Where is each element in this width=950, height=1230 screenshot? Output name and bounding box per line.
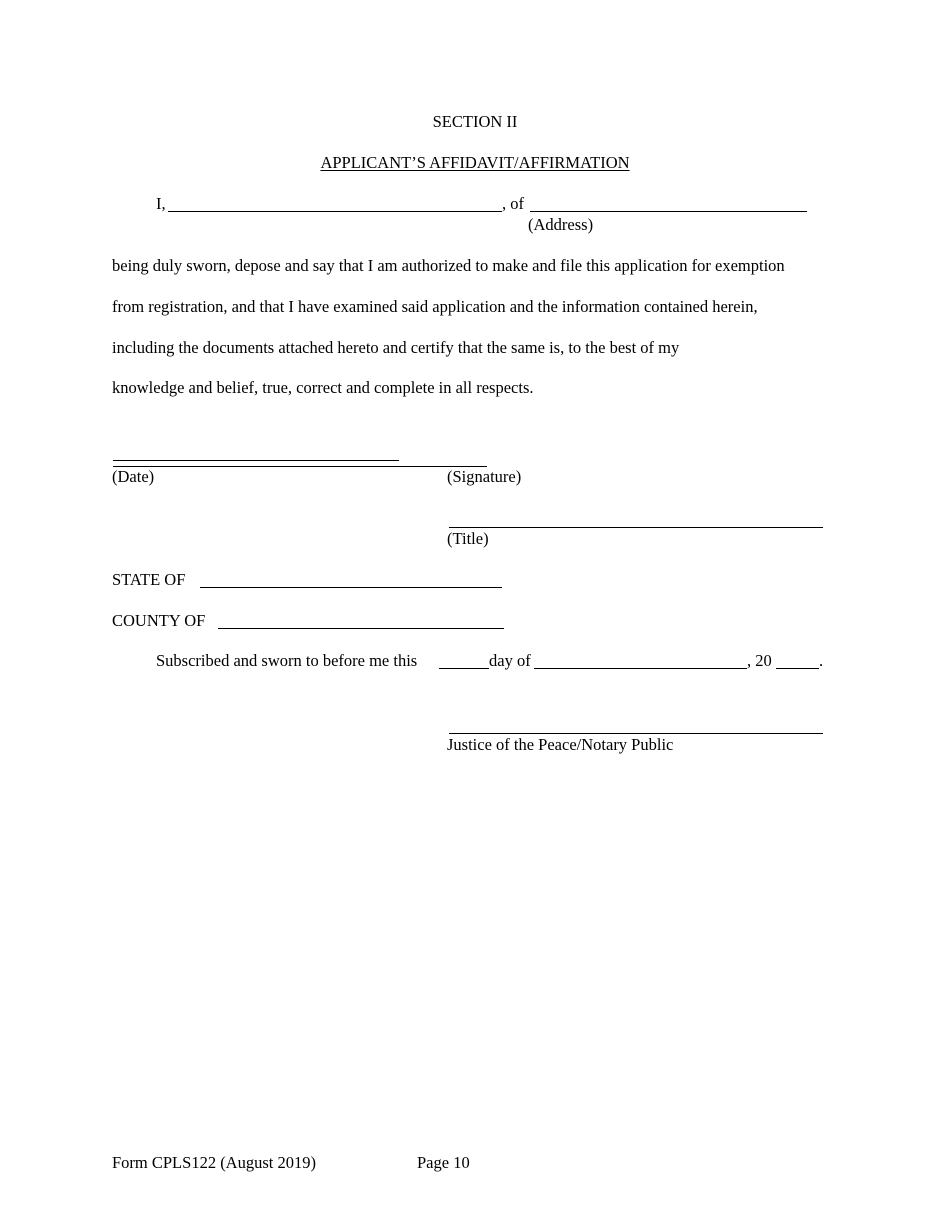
- affidavit-title: APPLICANT’S AFFIDAVIT/AFFIRMATION: [320, 153, 630, 172]
- state-label: STATE OF: [112, 570, 186, 589]
- title-field[interactable]: [449, 527, 823, 528]
- month-field[interactable]: [534, 668, 747, 669]
- body-line: being duly sworn, depose and say that I am authorized to make and file this application for exemption: [112, 256, 785, 275]
- date-field[interactable]: [113, 460, 399, 461]
- period: .: [819, 651, 824, 670]
- sworn-text: Subscribed and sworn to before me this: [156, 651, 418, 670]
- applicant-name-field[interactable]: [168, 211, 502, 212]
- notary-caption: Justice of the Peace/Notary Public: [447, 735, 674, 754]
- body-line: from registration, and that I have examined said application and the information contained herein,: [112, 297, 758, 316]
- of-text: , of: [502, 194, 524, 213]
- signature-caption: (Signature): [447, 467, 522, 486]
- address-field[interactable]: [530, 211, 807, 212]
- day-of-text: day of: [489, 651, 531, 670]
- year-field[interactable]: [776, 668, 819, 669]
- day-field[interactable]: [439, 668, 489, 669]
- section-heading: SECTION II: [432, 112, 518, 131]
- address-caption: (Address): [528, 215, 594, 234]
- applicant-prefix: I,: [156, 194, 166, 213]
- form-id: Form CPLS122 (August 2019): [112, 1153, 316, 1172]
- notary-signature-field[interactable]: [449, 733, 823, 734]
- body-line: knowledge and belief, true, correct and complete in all respects.: [112, 378, 534, 397]
- county-label: COUNTY OF: [112, 611, 206, 630]
- signature-field[interactable]: [113, 466, 487, 467]
- date-caption: (Date): [112, 467, 155, 486]
- page-number: Page 10: [417, 1153, 470, 1172]
- county-field[interactable]: [218, 628, 504, 629]
- body-line: including the documents attached hereto and certify that the same is, to the best of my: [112, 338, 680, 357]
- year-prefix: , 20: [747, 651, 772, 670]
- title-caption: (Title): [447, 529, 489, 548]
- state-field[interactable]: [200, 587, 502, 588]
